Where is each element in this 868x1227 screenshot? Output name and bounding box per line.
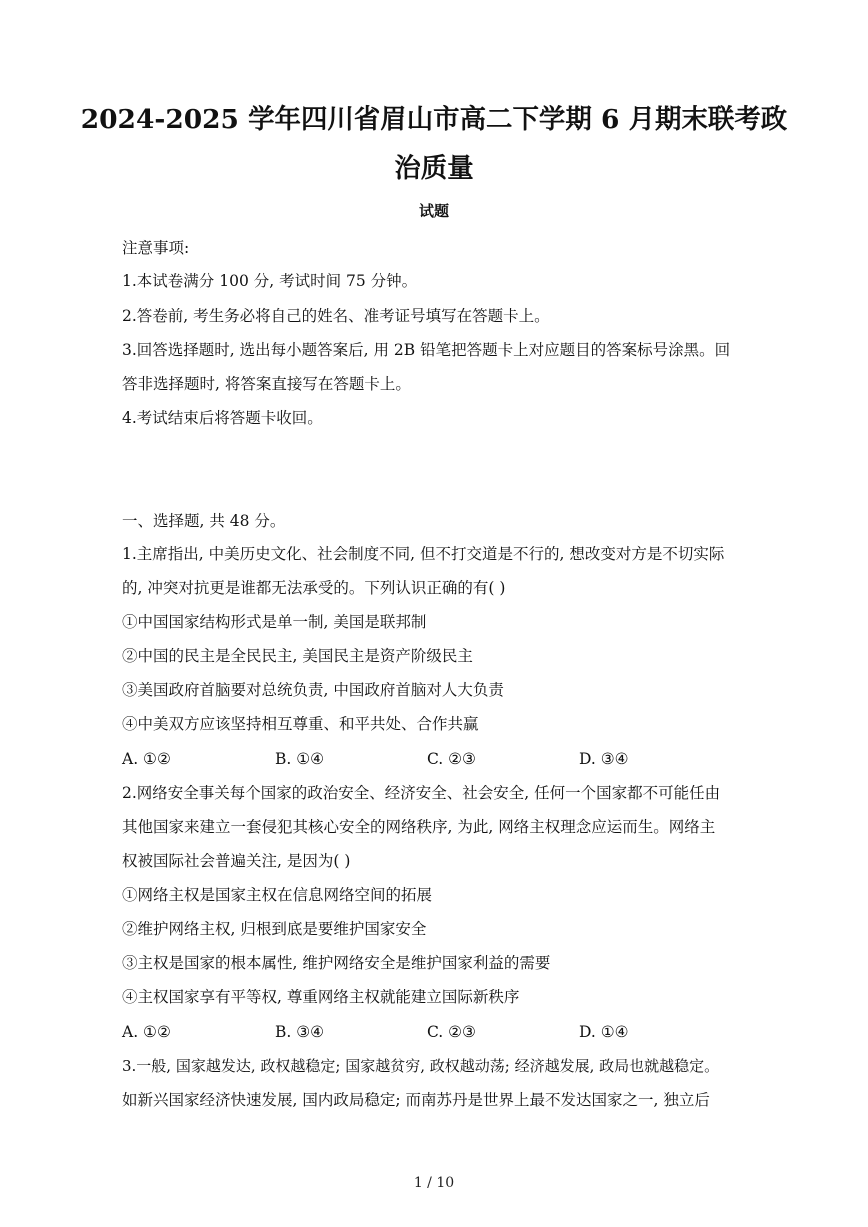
question-1-item: ③美国政府首脑要对总统负责, 中国政府首脑对人大负责 (122, 681, 504, 699)
note-line: 1.本试卷满分 100 分, 考试时间 75 分钟。 (122, 272, 418, 290)
question-1-stem-line: 1.主席指出, 中美历史文化、社会制度不同, 但不打交道是不行的, 想改变对方是不切实际 (122, 545, 725, 563)
question-2-stem-line: 2.网络安全事关每个国家的政治安全、经济安全、社会安全, 任何一个国家都不可能任由 (122, 784, 721, 802)
question-1-option-c: C. ②③ (427, 750, 476, 768)
note-line: 4.考试结束后将答题卡收回。 (122, 409, 323, 427)
document-subtitle: 试题 (418, 202, 449, 220)
question-1-item: ④中美双方应该坚持相互尊重、和平共处、合作共赢 (122, 715, 479, 733)
question-2-stem-line: 其他国家来建立一套侵犯其核心安全的网络秩序, 为此, 网络主权理念应运而生。网络主 (122, 818, 716, 836)
question-2-option-d: D. ①④ (579, 1023, 629, 1041)
question-1-item: ①中国国家结构形式是单一制, 美国是联邦制 (122, 613, 427, 631)
question-1-option-b: B. ①④ (275, 750, 325, 768)
question-2-option-c: C. ②③ (427, 1023, 476, 1041)
page-number: 1 / 10 (413, 1175, 455, 1191)
note-line: 3.回答选择题时, 选出每小题答案后, 用 2B 铅笔把答题卡上对应题目的答案标号涂黑。回 (122, 341, 731, 359)
question-2-item: ①网络主权是国家主权在信息网络空间的拓展 (122, 886, 433, 904)
question-2-item: ③主权是国家的根本属性, 维护网络安全是维护国家利益的需要 (122, 954, 551, 972)
notes-heading: 注意事项: (122, 239, 190, 257)
question-1-item: ②中国的民主是全民民主, 美国民主是资产阶级民主 (122, 647, 473, 665)
document-title-line-1: 2024-2025 学年四川省眉山市高二下学期 6 月期末联考政 (80, 104, 788, 135)
question-1-stem-line: 的, 冲突对抗更是谁都无法承受的。下列认识正确的有( ) (122, 579, 506, 597)
question-2-option-a: A. ①② (122, 1023, 171, 1041)
document-title-line-2: 治质量 (394, 153, 474, 184)
question-1-option-a: A. ①② (122, 750, 171, 768)
question-2-stem-line: 权被国际社会普遍关注, 是因为( ) (122, 852, 351, 870)
note-line: 2.答卷前, 考生务必将自己的姓名、准考证号填写在答题卡上。 (122, 307, 550, 325)
question-2-item: ④主权国家享有平等权, 尊重网络主权就能建立国际新秩序 (122, 988, 520, 1006)
question-2-option-b: B. ③④ (275, 1023, 325, 1041)
note-line: 答非选择题时, 将答案直接写在答题卡上。 (122, 375, 411, 393)
question-2-item: ②维护网络主权, 归根到底是要维护国家安全 (122, 920, 427, 938)
question-1-option-d: D. ③④ (579, 750, 629, 768)
question-3-stem-line: 3.一般, 国家越发达, 政权越稳定; 国家越贫穷, 政权越动荡; 经济越发展, 政局也就越稳定。 (122, 1057, 720, 1075)
section-heading: 一、选择题, 共 48 分。 (122, 512, 286, 530)
question-3-stem-line: 如新兴国家经济快速发展, 国内政局稳定; 而南苏丹是世界上最不发达国家之一, 独立后 (122, 1091, 710, 1109)
